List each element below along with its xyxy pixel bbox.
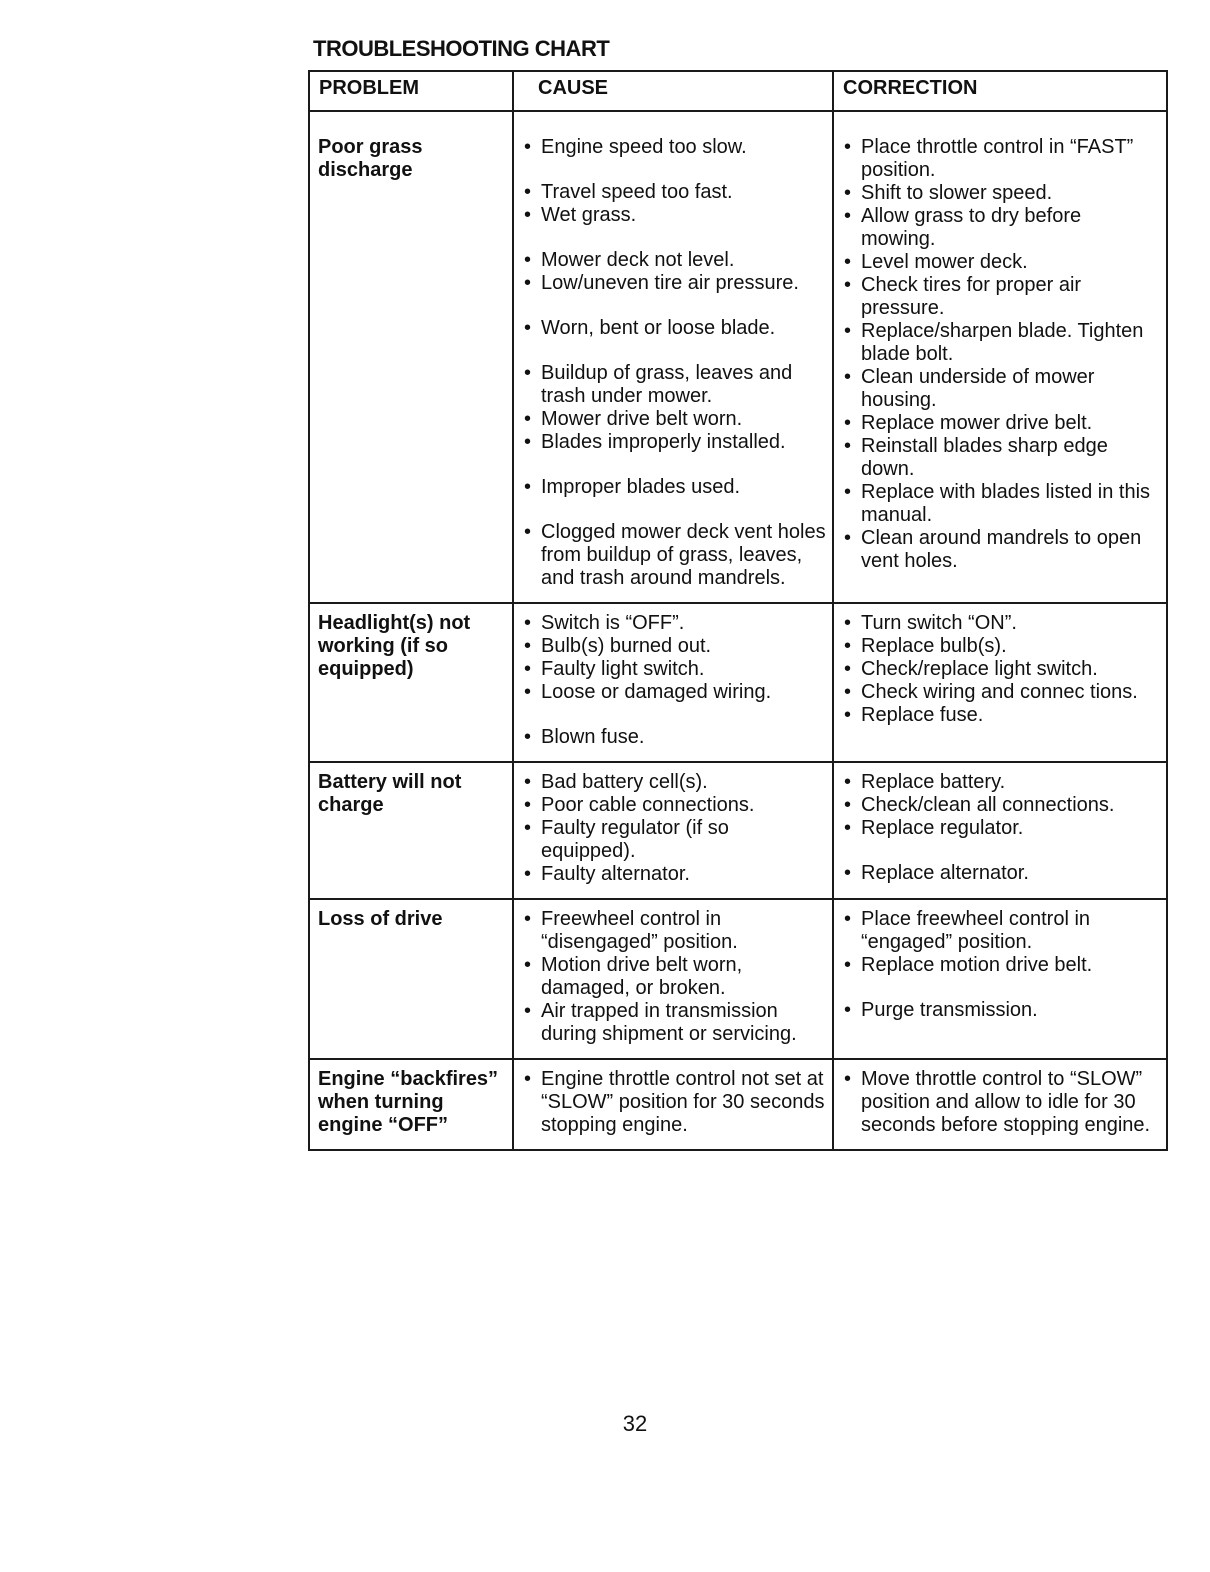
- correction-item: • Check tires for proper air pressure.: [842, 274, 1160, 320]
- cause-list: [522, 908, 826, 1046]
- correction-item: • Replace motion drive belt.: [842, 954, 1160, 977]
- cause-item: • Air trapped in transmission during shipment or servicing.: [522, 1000, 826, 1046]
- correction-list: [842, 771, 1160, 885]
- cause-item: • Poor cable connections.: [522, 794, 826, 817]
- header-correction: CORRECTION: [833, 71, 1167, 111]
- correction-item: • Replace regulator.: [842, 817, 1160, 840]
- correction-item: • Move throttle control to “SLOW” position and allow to idle for 30 seconds before stopping engine.: [842, 1068, 1160, 1137]
- cause-item: • Mower drive belt worn.: [522, 408, 826, 431]
- cause-item: • Switch is “OFF”.: [522, 612, 826, 635]
- problem-cell: [309, 762, 513, 899]
- correction-item: • Check wiring and connec tions.: [842, 681, 1160, 704]
- chart-title: TROUBLESHOOTING CHART: [313, 36, 610, 61]
- cause-item: • Faulty regulator (if so equipped).: [522, 817, 826, 863]
- correction-item: • Clean around mandrels to open vent holes.: [842, 527, 1160, 573]
- cause-item: • Bulb(s) burned out.: [522, 635, 826, 658]
- correction-cell: [833, 899, 1167, 1059]
- correction-cell: [833, 762, 1167, 899]
- correction-item: • Replace mower drive belt.: [842, 412, 1160, 435]
- cause-list: [522, 1068, 826, 1137]
- problem-cell: [309, 603, 513, 762]
- problem-cell: [309, 899, 513, 1059]
- cause-item: • Faulty light switch.: [522, 658, 826, 681]
- cause-item: • Engine speed too slow.: [522, 136, 826, 159]
- correction-item: • Replace fuse.: [842, 704, 1160, 727]
- table-row: [309, 899, 1167, 1059]
- problem-text: Battery will not charge: [318, 771, 462, 816]
- cause-item: • Mower deck not level.: [522, 249, 826, 272]
- correction-item: • Turn switch “ON”.: [842, 612, 1160, 635]
- correction-list: [842, 136, 1160, 573]
- problem-text: Headlight(s) not working (if so equipped): [318, 612, 471, 680]
- problem-text: Loss of drive: [318, 908, 443, 930]
- cause-item: • Buildup of grass, leaves and trash under mower.: [522, 362, 826, 408]
- table-header-row: [309, 71, 1167, 111]
- table-row: [309, 603, 1167, 762]
- cause-item: • Faulty alternator.: [522, 863, 826, 886]
- cause-item: • Bad battery cell(s).: [522, 771, 826, 794]
- correction-item: • Replace/sharpen blade. Tighten blade bolt.: [842, 320, 1160, 366]
- correction-item: • Reinstall blades sharp edge down.: [842, 435, 1160, 481]
- correction-item: • Replace bulb(s).: [842, 635, 1160, 658]
- correction-cell: [833, 1059, 1167, 1150]
- correction-item: • Replace alternator.: [842, 862, 1160, 885]
- correction-item: • Purge transmission.: [842, 999, 1160, 1022]
- correction-item: • Check/replace light switch.: [842, 658, 1160, 681]
- table-row: [309, 111, 1167, 603]
- cause-item: • Freewheel control in “disengaged” position.: [522, 908, 826, 954]
- cause-cell: [513, 111, 833, 603]
- correction-item: • Clean underside of mower housing.: [842, 366, 1160, 412]
- troubleshooting-table: [308, 70, 1168, 1151]
- cause-list: [522, 136, 826, 590]
- cause-cell: [513, 762, 833, 899]
- correction-item: • Place freewheel control in “engaged” position.: [842, 908, 1160, 954]
- cause-item: • Wet grass.: [522, 204, 826, 227]
- header-cause: CAUSE: [513, 71, 833, 111]
- correction-cell: [833, 603, 1167, 762]
- cause-item: • Travel speed too fast.: [522, 181, 826, 204]
- problem-text: Poor grass discharge: [318, 136, 423, 181]
- cause-item: • Loose or damaged wiring.: [522, 681, 826, 704]
- correction-cell: [833, 111, 1167, 603]
- problem-cell: [309, 1059, 513, 1150]
- cause-item: • Low/uneven tire air pressure.: [522, 272, 826, 295]
- correction-item: • Level mower deck.: [842, 251, 1160, 274]
- cause-cell: [513, 899, 833, 1059]
- cause-list: [522, 612, 826, 749]
- correction-item: • Check/clean all connections.: [842, 794, 1160, 817]
- correction-item: • Allow grass to dry before mowing.: [842, 205, 1160, 251]
- problem-text: Engine “backfires” when turning engine “OFF”: [318, 1068, 499, 1136]
- correction-item: • Replace with blades listed in this manual.: [842, 481, 1160, 527]
- correction-item: • Replace battery.: [842, 771, 1160, 794]
- correction-item: • Place throttle control in “FAST” position.: [842, 136, 1160, 182]
- cause-item: • Improper blades used.: [522, 476, 826, 499]
- page-number: 32: [622, 1411, 648, 1436]
- cause-item: • Worn, bent or loose blade.: [522, 317, 826, 340]
- problem-cell: [309, 111, 513, 603]
- cause-item: • Blades improperly installed.: [522, 431, 826, 454]
- cause-cell: [513, 603, 833, 762]
- cause-item: • Clogged mower deck vent holes from buildup of grass, leaves, and trash around mandrels.: [522, 521, 826, 590]
- correction-item: • Shift to slower speed.: [842, 182, 1160, 205]
- cause-item: • Engine throttle control not set at “SLOW” position for 30 seconds stopping engine.: [522, 1068, 826, 1137]
- cause-list: [522, 771, 826, 886]
- correction-list: [842, 1068, 1160, 1137]
- table-row: [309, 762, 1167, 899]
- correction-list: [842, 612, 1160, 727]
- table-row: [309, 1059, 1167, 1150]
- header-problem: PROBLEM: [309, 71, 513, 111]
- cause-item: • Blown fuse.: [522, 726, 826, 749]
- cause-cell: [513, 1059, 833, 1150]
- correction-list: [842, 908, 1160, 1022]
- cause-item: • Motion drive belt worn, damaged, or broken.: [522, 954, 826, 1000]
